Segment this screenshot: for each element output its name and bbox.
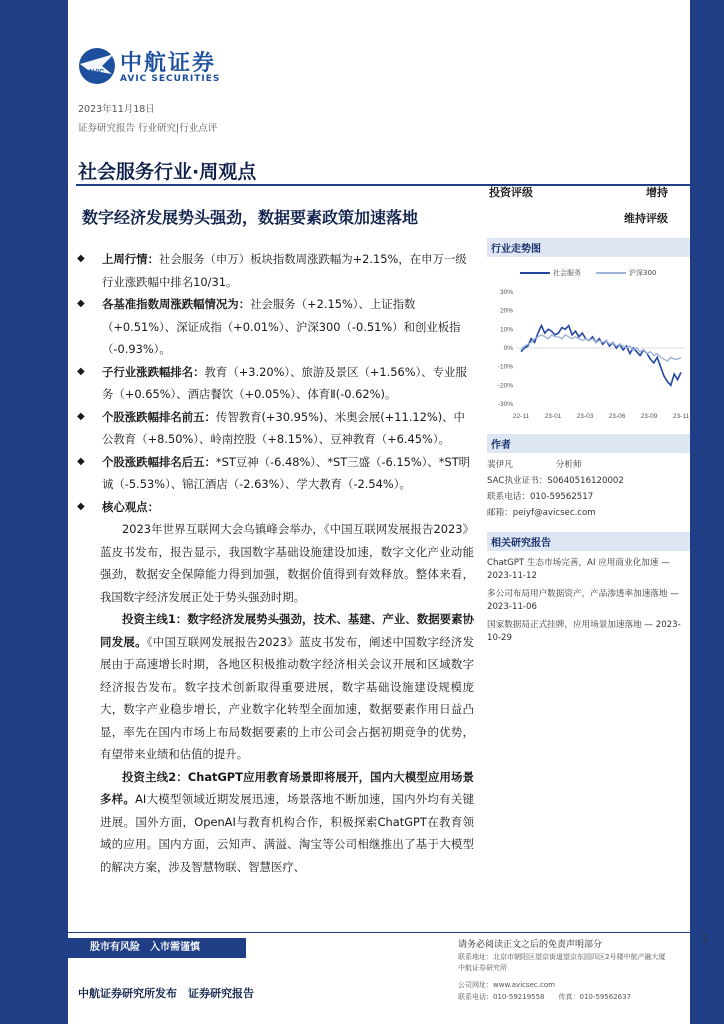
bullet-head: 各基准指数周涨跌幅情况为：	[102, 297, 251, 311]
related-report-link[interactable]: ChatGPT 生态市场完善，AI 应用商业化加速 —2023-11-12	[487, 558, 670, 581]
bullet-item	[76, 406, 474, 451]
bullet-text: *ST豆神（-6.48%）、*ST三盛（-6.15%）、*ST明诚（-5.53%）、锦江酒店（-2.63%）、学大教育（-2.54%）。	[102, 454, 471, 491]
bullet-head: 个股涨跌幅排名前五：	[102, 409, 216, 424]
page-title: 社会服务行业·周观点	[78, 161, 257, 183]
bullet-head: 子行业涨跌幅排名：	[102, 364, 205, 379]
theme-2-head: 投资主线2：ChatGPT应用教育场景即将展开，国内大模型应用场景多样。	[100, 769, 474, 806]
address-line: 联系电话：010-59219558 传真：010-59562637	[458, 993, 632, 1001]
bullet-text: 教育（+3.20%）、旅游及景区（+1.56%）、专业服务（+0.65%）、酒店餐饮（+0.05%）、体育Ⅱ(-0.62%)。	[102, 364, 467, 401]
legend-label-1: 社会服务	[553, 269, 581, 277]
theme-2-text: AI大模型领域近期发展迅速，场景落地不断加速，国内外均有关键进展。国外方面，OpenAI与教育机构合作，积极探索ChatGPT在教育领域的应用。国内方面，云知声、满溢、淘宝等公司相继推出了基于大模型的解决方案，涉及智慧物联、智慧医疗、	[100, 792, 474, 874]
report-category: 证券研究报告 行业研究|行业点评	[78, 123, 218, 134]
author-header: 作者	[487, 434, 690, 453]
bullet-text: 社会服务（申万）板块指数周涨跌幅为+2.15%，在申万一级行业涨跌幅中排名10/31。	[102, 252, 467, 289]
bullet-text: 社会服务（+2.15%）、上证指数（+0.51%）、深证成指（+0.01%）、沪深300（-0.51%）和创业板指（-0.93%）。	[102, 297, 461, 356]
y-tick-label: -10%	[497, 363, 513, 371]
left-blue-band	[0, 0, 68, 1024]
main-text	[76, 248, 474, 878]
author-section	[487, 434, 690, 521]
core-head: 核心观点：	[102, 499, 159, 514]
x-tick-label: 23-03	[576, 413, 594, 420]
diamond-bullet-icon: ◆	[77, 253, 85, 264]
related-section	[487, 532, 690, 650]
bullet-text: 传智教育(+30.95%)、米奥会展(+11.12%)、中公教育（+8.50%）、岭南控股（+8.15%）、豆神教育（+6.45%）。	[102, 409, 465, 446]
x-tick-label: 22-11	[512, 413, 530, 420]
rating-maintain: 维持评级	[624, 212, 668, 225]
core-paragraph-2	[76, 608, 474, 766]
core-paragraph-1: 2023年世界互联网大会乌镇峰会举办，《中国互联网发展报告2023》蓝皮书发布，报告显示，我国数字基础设施建设加速，数字文化产业动能强劲，数据安全保障能力得到加强，数据价值得到有效释放。整体来看，我国数字经济发展正处于势头强劲时期。	[100, 522, 474, 604]
diamond-bullet-icon: ◆	[77, 298, 85, 309]
author-row[interactable]: 邮箱：peiyf@avicsec.com	[487, 508, 596, 518]
x-tick-label: 23-09	[640, 413, 658, 420]
y-tick-label: 10%	[499, 326, 513, 334]
x-tick-label: 23-06	[608, 413, 626, 420]
related-header: 相关研究报告	[487, 532, 690, 551]
related-report-link[interactable]: 多公司布局用户数据资产，产品渗透率加速落地 —2023-11-06	[487, 589, 679, 612]
y-tick-label: 30%	[499, 289, 513, 296]
address-line: 中航证券研究所	[458, 964, 507, 972]
rating-label: 投资评级	[489, 186, 533, 199]
author-row: 裴伊凡 分析师	[487, 460, 582, 470]
logo-mark-text: AVIC	[88, 69, 105, 76]
x-tick-label: 23-01	[544, 413, 562, 420]
bullet-item	[76, 293, 474, 361]
brand-name-en: AVIC SECURITIES	[120, 74, 221, 84]
bullet-item	[76, 451, 474, 496]
author-row: SAC执业证书：S0640516120002	[487, 476, 624, 486]
bullet-head: 上周行情：	[102, 252, 159, 266]
title-divider	[76, 184, 690, 186]
right-blue-band	[690, 0, 724, 1024]
y-tick-label: -20%	[497, 382, 513, 390]
y-tick-label: 0%	[503, 345, 513, 352]
address-line: 联系地址：北京市朝阳区望京街道望京东园四区2号楼中航产融大厦	[458, 953, 666, 961]
bullet-head: 个股涨跌幅排名后五：	[102, 454, 216, 469]
author-row: 联系电话：010-59562517	[487, 492, 594, 502]
related-report-link[interactable]: 国家数据局正式挂牌，应用场景加速落地 — 2023-10-29	[487, 620, 681, 643]
x-tick-label: 23-11	[672, 413, 690, 420]
series-line-1	[521, 326, 681, 386]
rating-value: 增持	[646, 186, 668, 199]
risk-warning-bar: 股市有风险 入市需谨慎	[68, 938, 246, 958]
core-paragraph-3	[76, 766, 474, 879]
diamond-bullet-icon: ◆	[77, 365, 85, 377]
address-line[interactable]: 公司网址：www.avicsec.com	[458, 981, 555, 989]
report-date: 2023年11月18日	[78, 104, 155, 115]
publisher-line: 中航证券研究所发布 证券研究报告	[78, 987, 254, 1000]
diamond-bullet-icon: ◆	[77, 410, 85, 422]
disclaimer-note: 请务必阅读正文之后的免责声明部分	[458, 940, 603, 950]
diamond-bullet-icon: ◆	[77, 455, 85, 467]
brand-logo	[76, 44, 246, 90]
footer-divider	[68, 932, 690, 933]
y-tick-label: 20%	[499, 307, 513, 315]
legend-label-2: 沪深300	[629, 269, 657, 277]
core-heading	[76, 496, 474, 519]
page-number: 1	[702, 934, 709, 945]
trend-chart	[487, 258, 690, 426]
theme-1-text: 《中国互联网发展报告2023》蓝皮书发布，阐述中国数字经济发展由于高速增长时期，各地区积极推动数字经济相关会议开展和区域数字经济报告发布。数字技术创新取得重要进展，数字基础设施建设规模庞大，数字产业稳步增长，产业数字化转型全面加速，数据要素作用日益凸显，率先在国内市场上布局数据要素的上市公司会占据初期竞争的优势，有望带来业绩和估值的提升。	[100, 634, 474, 761]
chart-section	[487, 238, 690, 257]
y-tick-label: -30%	[497, 401, 513, 408]
chart-header: 行业走势图	[487, 238, 690, 257]
bullet-item	[76, 248, 474, 293]
page-subtitle: 数字经济发展势头强劲，数据要素政策加速落地	[82, 208, 419, 227]
theme-1-head: 投资主线1：数字经济发展势头强劲，技术、基建、产业、数据要素协同发展。	[100, 612, 474, 649]
bullet-item	[76, 361, 474, 406]
brand-name-cn: 中航证券	[120, 51, 217, 76]
avic-logo-icon	[76, 44, 118, 86]
diamond-bullet-icon: ◆	[77, 500, 85, 512]
